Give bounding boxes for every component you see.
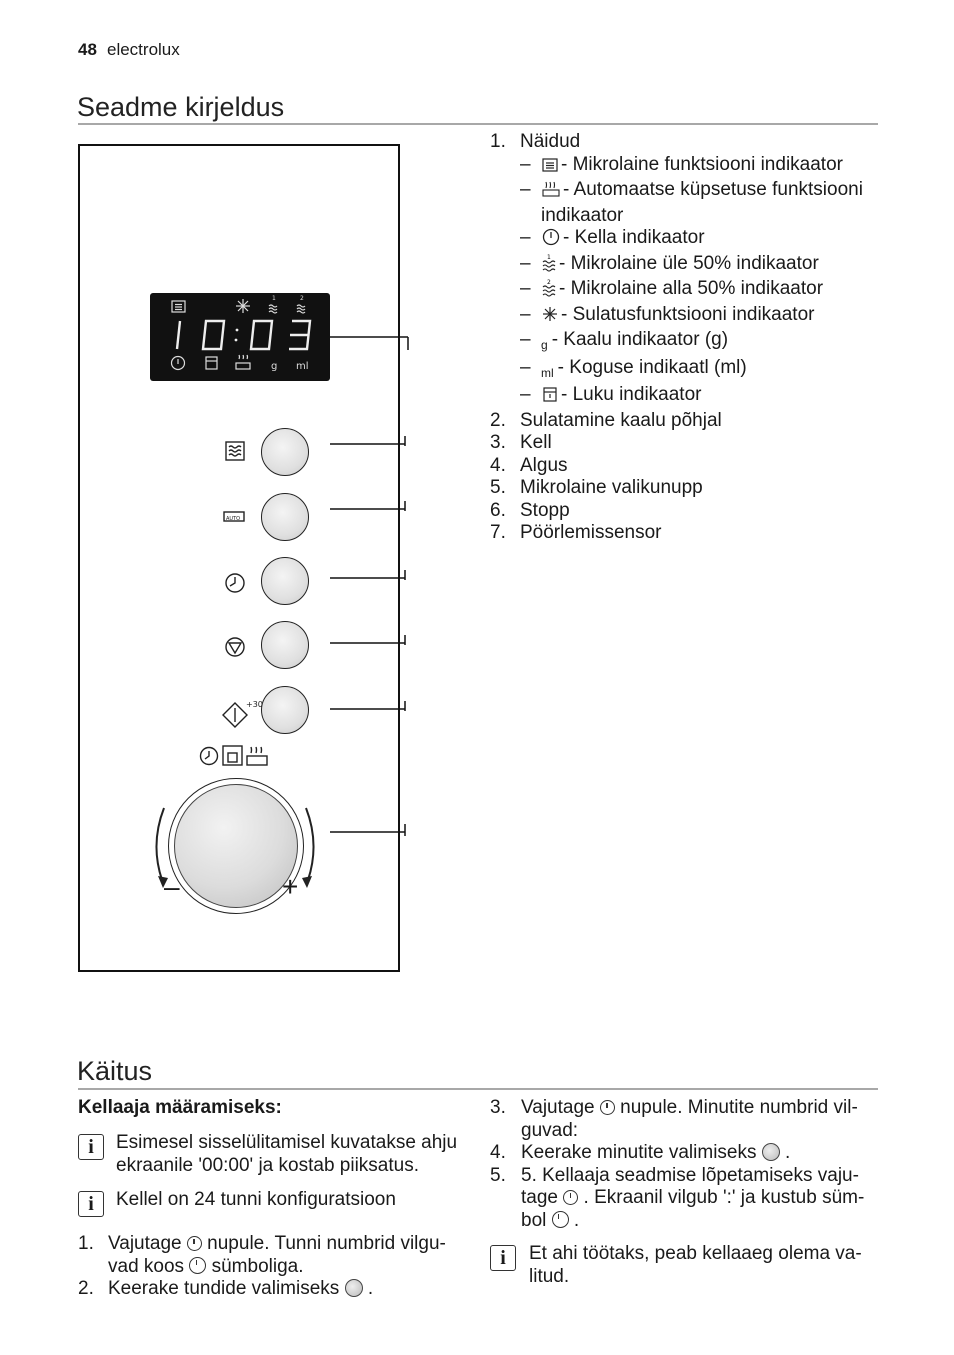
list-subitem: – - Automaatse küpsetuse funktsiooni indikaator [520,179,863,226]
list-subitem: – - Sulatusfunktsiooni indikaator [490,304,890,330]
display-screen [150,293,330,381]
description-list [490,131,890,545]
auto-cook-icon [247,756,267,765]
list-item: 1. Näidud [490,131,581,152]
microwave-low-icon [297,305,305,313]
knob-mode-icons [196,742,276,770]
minus-sign: – [164,871,180,902]
list-subitem: – ml - Koguse indikaatl (ml) [490,357,890,385]
lock-icon [206,357,217,369]
list-item: 2. Sulatamine kaalu põhjal [490,409,722,431]
list-subitem: – - Luku indikaator [490,384,890,410]
list-item: 3. Kell [490,432,552,453]
list-subitem: – g - Kaalu indikaator (g) [490,329,890,357]
info-icon: i [78,1134,104,1160]
info-icon: i [490,1245,516,1271]
steps-left [78,1233,478,1301]
volume-icon: ml [296,361,309,372]
leader-lines [330,330,410,840]
list-subitem: – - Kella indikaator [490,227,890,253]
section-rule [78,123,878,125]
list-item: 6. Stopp [490,499,570,521]
list-item: 2. Keerake tundide valimiseks . [78,1278,374,1299]
clock-icon [552,1211,569,1228]
list-item: 5. Mikrolaine valikunupp [490,477,703,498]
info-note-3: i Et ahi töötaks, peab kellaaeg olema va- litud. [490,1243,885,1288]
lock-icon [541,385,559,410]
info-note-2: i Kellel on 24 tunni konfiguratsioon [78,1189,478,1212]
list-item: 4. Algus [490,454,568,476]
svg-text:1: 1 [547,253,551,261]
microwave-icon [541,157,559,180]
clock-icon [563,1190,578,1205]
svg-text:1: 1 [272,295,276,302]
list-item: 5. 5. Kellaaja seadmise lõpetamiseks vaju- tage . Ekraanil vilgub ':' ja kustub süm- bol . [490,1164,865,1231]
microwave-low-icon [541,279,557,304]
defrost-icon [541,305,559,330]
clock-icon [189,1257,206,1274]
clock-icon [541,228,561,253]
microwave-high-icon [541,254,557,279]
svg-text:AUTO: AUTO [226,516,241,522]
clock-icon [187,1236,202,1251]
display-graphic [150,293,330,381]
section-title-operation: Käitus [77,1056,153,1086]
list-subitem: – 2 - Mikrolaine alla 50% indikaator [490,278,890,304]
brand-name: electrolux [107,40,180,59]
section-rule [78,1088,878,1090]
auto-cook-icon [541,180,561,205]
page-number: 48 [78,40,97,59]
clock-icon [600,1100,615,1115]
info-icon: i [78,1191,104,1217]
info-note-1: i Esimesel sisselülitamisel kuvatakse ahju ekraanile '00:00' ja kostab piiksatus. [78,1132,478,1177]
microwave-icon [226,442,244,460]
microwave-high-icon [269,305,277,313]
knob-icon [345,1279,363,1297]
list-item: 7. Pöörlemissensor [490,522,662,543]
weight-icon: g [541,338,548,352]
volume-icon: ml [541,365,554,380]
svg-text:2: 2 [547,279,551,286]
auto-cook-icon [236,355,250,369]
svg-text:2: 2 [300,295,304,302]
list-item: 4. Keerake minutite valimiseks . [490,1142,791,1163]
subheading-clock: Kellaaja määramiseks: [78,1097,282,1118]
section-title-description: Seadme kirjeldus [77,92,285,122]
weight-icon: g [271,361,278,372]
time-digits [177,321,310,349]
knob-icon [762,1143,780,1161]
list-item: 3. Vajutage nupule. Minutite numbrid vil- guvad: [490,1097,858,1141]
list-subitem: – - Mikrolaine funktsiooni indikaator [490,154,890,180]
button-icons [210,426,270,756]
defrost-icon [236,299,250,313]
list-item: 1. Vajutage nupule. Tunni numbrid vilgu- vad koos sümboliga. [78,1233,446,1277]
svg-text:+30: +30 [246,700,263,709]
steps-right [490,1097,885,1232]
list-subitem: – 1 - Mikrolaine üle 50% indikaator [490,253,890,279]
plus-sign: + [282,871,299,902]
